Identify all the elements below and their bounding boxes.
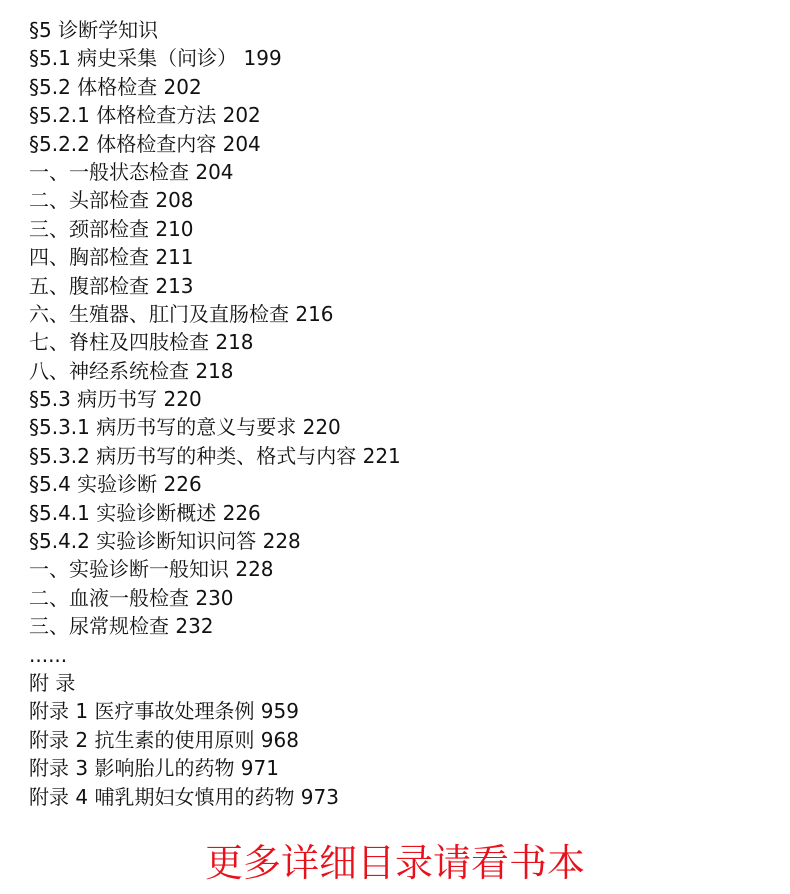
toc-entry: §5.3.1 病历书写的意义与要求 220: [29, 415, 341, 440]
toc-entry: 三、尿常规检查 232: [29, 614, 214, 639]
toc-entry: §5.3.2 病历书写的种类、格式与内容 221: [29, 443, 401, 468]
toc-entry: §5.2.1 体格检查方法 202: [29, 103, 261, 128]
toc-appendix-heading: 附 录: [29, 670, 76, 695]
toc-entry: 三、颈部检查 210: [29, 216, 194, 241]
toc-appendix-entry: 附录 3 影响胎儿的药物 971: [29, 756, 279, 781]
toc-entry: 二、头部检查 208: [29, 188, 194, 213]
toc-entry: 八、神经系统检查 218: [29, 358, 234, 383]
toc-appendix-entry: 附录 2 抗生素的使用原则 968: [29, 727, 299, 752]
toc-entry: §5.4 实验诊断 226: [29, 472, 202, 497]
toc-entry: 二、血液一般检查 230: [29, 585, 234, 610]
toc-ellipsis: ......: [29, 642, 68, 667]
toc-entry: §5.1 病史采集（问诊） 199: [29, 46, 282, 71]
toc-appendix-entry: 附录 1 医疗事故处理条例 959: [29, 699, 299, 724]
toc-entry: §5.2.2 体格检查内容 204: [29, 131, 261, 156]
toc-entry: 七、脊柱及四肢检查 218: [29, 330, 254, 355]
toc-heading-5: §5 诊断学知识: [29, 18, 159, 42]
table-of-contents: [29, 16, 769, 811]
toc-entry: 四、胸部检查 211: [29, 245, 194, 270]
toc-entry: §5.4.1 实验诊断概述 226: [29, 500, 261, 525]
toc-entry: §5.4.2 实验诊断知识问答 228: [29, 529, 301, 554]
toc-entry: 一、实验诊断一般知识 228: [29, 557, 274, 582]
toc-entry: §5.2 体格检查 202: [29, 74, 202, 99]
toc-appendix-entry: 附录 4 哺乳期妇女慎用的药物 973: [29, 784, 339, 809]
more-details-notice: 更多详细目录请看书本: [204, 841, 585, 885]
toc-entry: 六、生殖器、肛门及直肠检查 216: [29, 301, 334, 326]
toc-entry: 一、一般状态检查 204: [29, 159, 234, 184]
toc-entry: 五、腹部检查 213: [29, 273, 194, 298]
toc-entry: §5.3 病历书写 220: [29, 387, 202, 412]
